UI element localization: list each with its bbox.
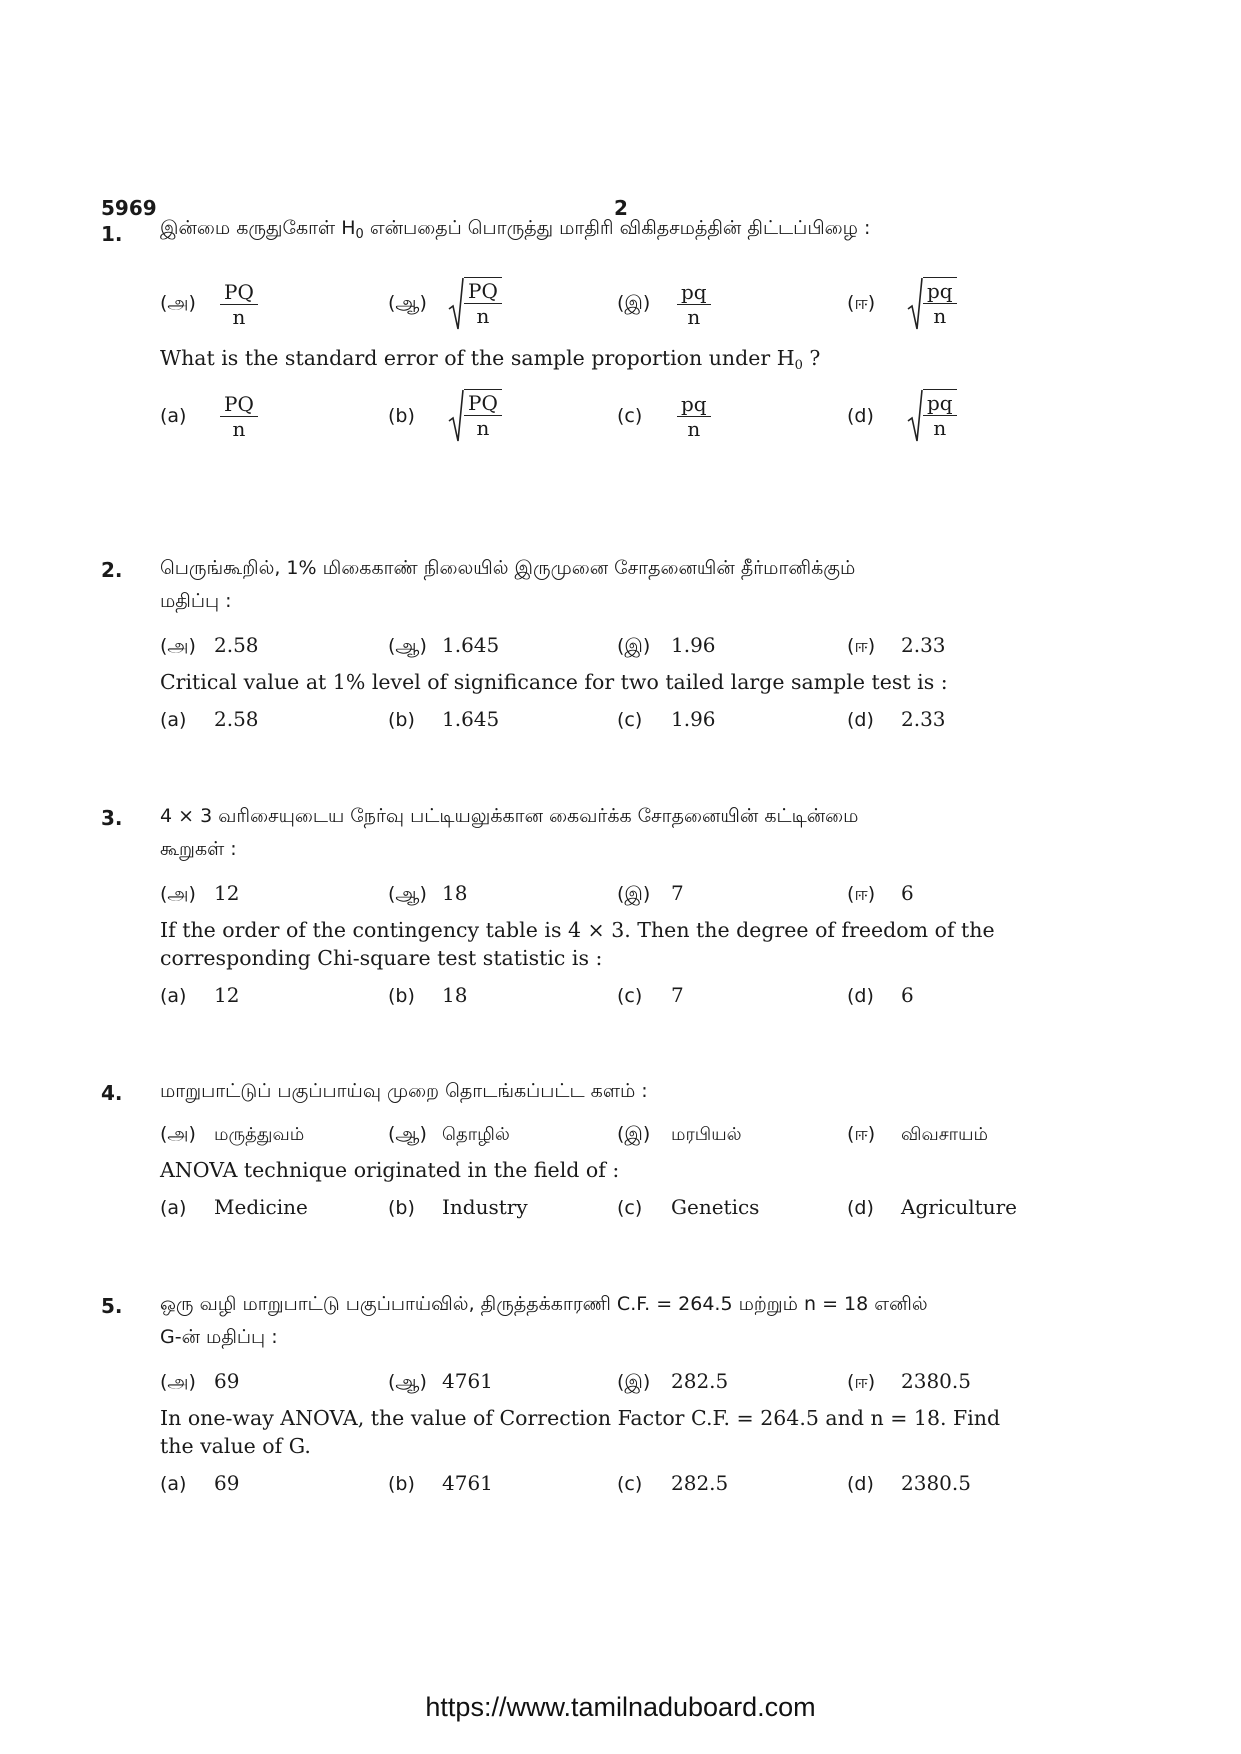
options-row-tamil	[160, 1364, 1090, 1398]
option-a: (அ) 69	[160, 1369, 240, 1393]
option-c: (இ) 7	[617, 881, 684, 905]
options-row-english	[160, 978, 1090, 1012]
question-text-tamil-line-1: 4 × 3 வரிசையுடைய நேர்வு பட்டியலுக்கான கைவர்க்க சோதனையின் கட்டின்மை	[160, 805, 859, 827]
square-root: $\frac{pq}{n}$	[907, 389, 957, 443]
option-d: (ஈ) $\frac{pq}{n}$	[847, 274, 957, 334]
option-d: (ஈ) 6	[847, 881, 914, 905]
option-c: (c) 1.96	[617, 707, 716, 731]
option-a: (a) 2.58	[160, 707, 259, 731]
fraction: $\frac{pq}{n}$	[677, 280, 711, 329]
option-b: (b) Industry	[388, 1195, 528, 1219]
option-d: (d) Agriculture	[847, 1195, 1017, 1219]
square-root: $\frac{pq}{n}$	[907, 277, 957, 331]
question-text-english: ANOVA technique originated in the field of :	[160, 1158, 620, 1182]
question-text-tamil-line-1: பெருங்கூறில், 1% மிகைகாண் நிலையில் இருமுனை சோதனையின் தீர்மானிக்கும்	[160, 557, 856, 579]
option-d: (d) $\frac{pq}{n}$	[847, 386, 957, 446]
option-b: (b) $\frac{PQ}{n}$	[388, 386, 502, 446]
fraction: $\frac{PQ}{n}$	[220, 280, 258, 329]
question-text-english-line-1: In one-way ANOVA, the value of Correction Factor C.F. = 264.5 and n = 18. Find	[160, 1406, 1001, 1430]
option-d: (d) 6	[847, 983, 914, 1007]
radical-sign-icon	[448, 277, 464, 331]
question-number: 4.	[101, 1081, 123, 1105]
question-text-english: Critical value at 1% level of significance for two tailed large sample test is :	[160, 670, 948, 694]
options-row-english	[160, 386, 1090, 446]
question-number: 2.	[101, 558, 123, 582]
question-text-english-line-1: If the order of the contingency table is 4 × 3. Then the degree of freedom of the	[160, 918, 995, 942]
question-body	[160, 1288, 1090, 1500]
option-b: (ஆ) 18	[388, 881, 468, 905]
option-d: (ஈ) 2.33	[847, 633, 946, 657]
question-number: 5.	[101, 1294, 123, 1318]
option-c: (c) 282.5	[617, 1471, 729, 1495]
question-text-english-line-2: the value of G.	[160, 1434, 311, 1458]
option-a: (அ) $\frac{PQ}{n}$	[160, 274, 258, 334]
question-body	[160, 800, 1090, 1012]
radical-sign-icon	[907, 277, 923, 331]
question-text-tamil: இன்மை கருதுகோள் $H_0$ என்பதைப் பொருத்து மாதிரி விகிதசமத்தின் திட்டப்பிழை :	[160, 217, 871, 242]
options-row-english	[160, 702, 1090, 736]
fraction: $\frac{pq}{n}$	[677, 392, 711, 441]
question-text-tamil-line-2: G-ன் மதிப்பு :	[160, 1326, 278, 1348]
option-a: (அ) மருத்துவம்	[160, 1123, 305, 1145]
option-b: (ஆ) தொழில்	[388, 1123, 510, 1145]
option-c: (c) Genetics	[617, 1195, 760, 1219]
options-row-english	[160, 1190, 1090, 1224]
option-b: (b) 1.645	[388, 707, 500, 731]
square-root: $\frac{PQ}{n}$	[448, 389, 502, 443]
option-c: (இ) மரபியல்	[617, 1123, 742, 1145]
option-c: (இ) $\frac{pq}{n}$	[617, 274, 711, 334]
option-a: (அ) 2.58	[160, 633, 259, 657]
question-number: 1.	[101, 222, 123, 246]
option-d: (d) 2.33	[847, 707, 946, 731]
option-c: (இ) 282.5	[617, 1369, 729, 1393]
option-a: (அ) 12	[160, 881, 240, 905]
question-text-tamil: மாறுபாட்டுப் பகுப்பாய்வு முறை தொடங்கப்பட்ட களம் :	[160, 1080, 648, 1102]
option-b: (ஆ) 1.645	[388, 633, 500, 657]
fraction: $\frac{PQ}{n}$	[220, 392, 258, 441]
option-a: (a) Medicine	[160, 1195, 308, 1219]
option-c: (c) $\frac{pq}{n}$	[617, 386, 711, 446]
question-text-english: What is the standard error of the sample proportion under $H_0$ ?	[160, 346, 821, 373]
radical-sign-icon	[907, 389, 923, 443]
option-c: (c) 7	[617, 983, 684, 1007]
option-d: (ஈ) விவசாயம்	[847, 1123, 988, 1145]
question-body	[160, 212, 1090, 446]
paper-code: 5969	[101, 196, 157, 220]
option-b: (ஆ) 4761	[388, 1369, 493, 1393]
question-number: 3.	[101, 806, 123, 830]
option-d: (d) 2380.5	[847, 1471, 971, 1495]
options-row-english	[160, 1466, 1090, 1500]
option-d: (ஈ) 2380.5	[847, 1369, 971, 1393]
option-a: (a) 12	[160, 983, 240, 1007]
question-text-english-line-2: corresponding Chi-square test statistic is :	[160, 946, 603, 970]
page-number: 2	[614, 196, 628, 220]
question-text-tamil-line-1: ஒரு வழி மாறுபாட்டு பகுப்பாய்வில், திருத்தக்காரணி C.F. = 264.5 மற்றும் n = 18 எனில்	[160, 1293, 928, 1315]
option-c: (இ) 1.96	[617, 633, 716, 657]
question-text-tamil-line-2: கூறுகள் :	[160, 838, 237, 860]
square-root: $\frac{PQ}{n}$	[448, 277, 502, 331]
question-text-tamil-line-2: மதிப்பு :	[160, 590, 232, 612]
radical-sign-icon	[448, 389, 464, 443]
option-b: (b) 4761	[388, 1471, 493, 1495]
option-b: (ஆ) $\frac{PQ}{n}$	[388, 274, 502, 334]
option-a: (a) $\frac{PQ}{n}$	[160, 386, 258, 446]
options-row-tamil	[160, 876, 1090, 910]
option-a: (a) 69	[160, 1471, 240, 1495]
options-row-tamil	[160, 628, 1090, 662]
options-row-tamil	[160, 1116, 1090, 1150]
footer-url: https://www.tamilnaduboard.com	[425, 1692, 816, 1722]
question-body	[160, 552, 1090, 736]
question-body	[160, 1075, 1090, 1224]
option-b: (b) 18	[388, 983, 468, 1007]
options-row-tamil	[160, 274, 1090, 334]
